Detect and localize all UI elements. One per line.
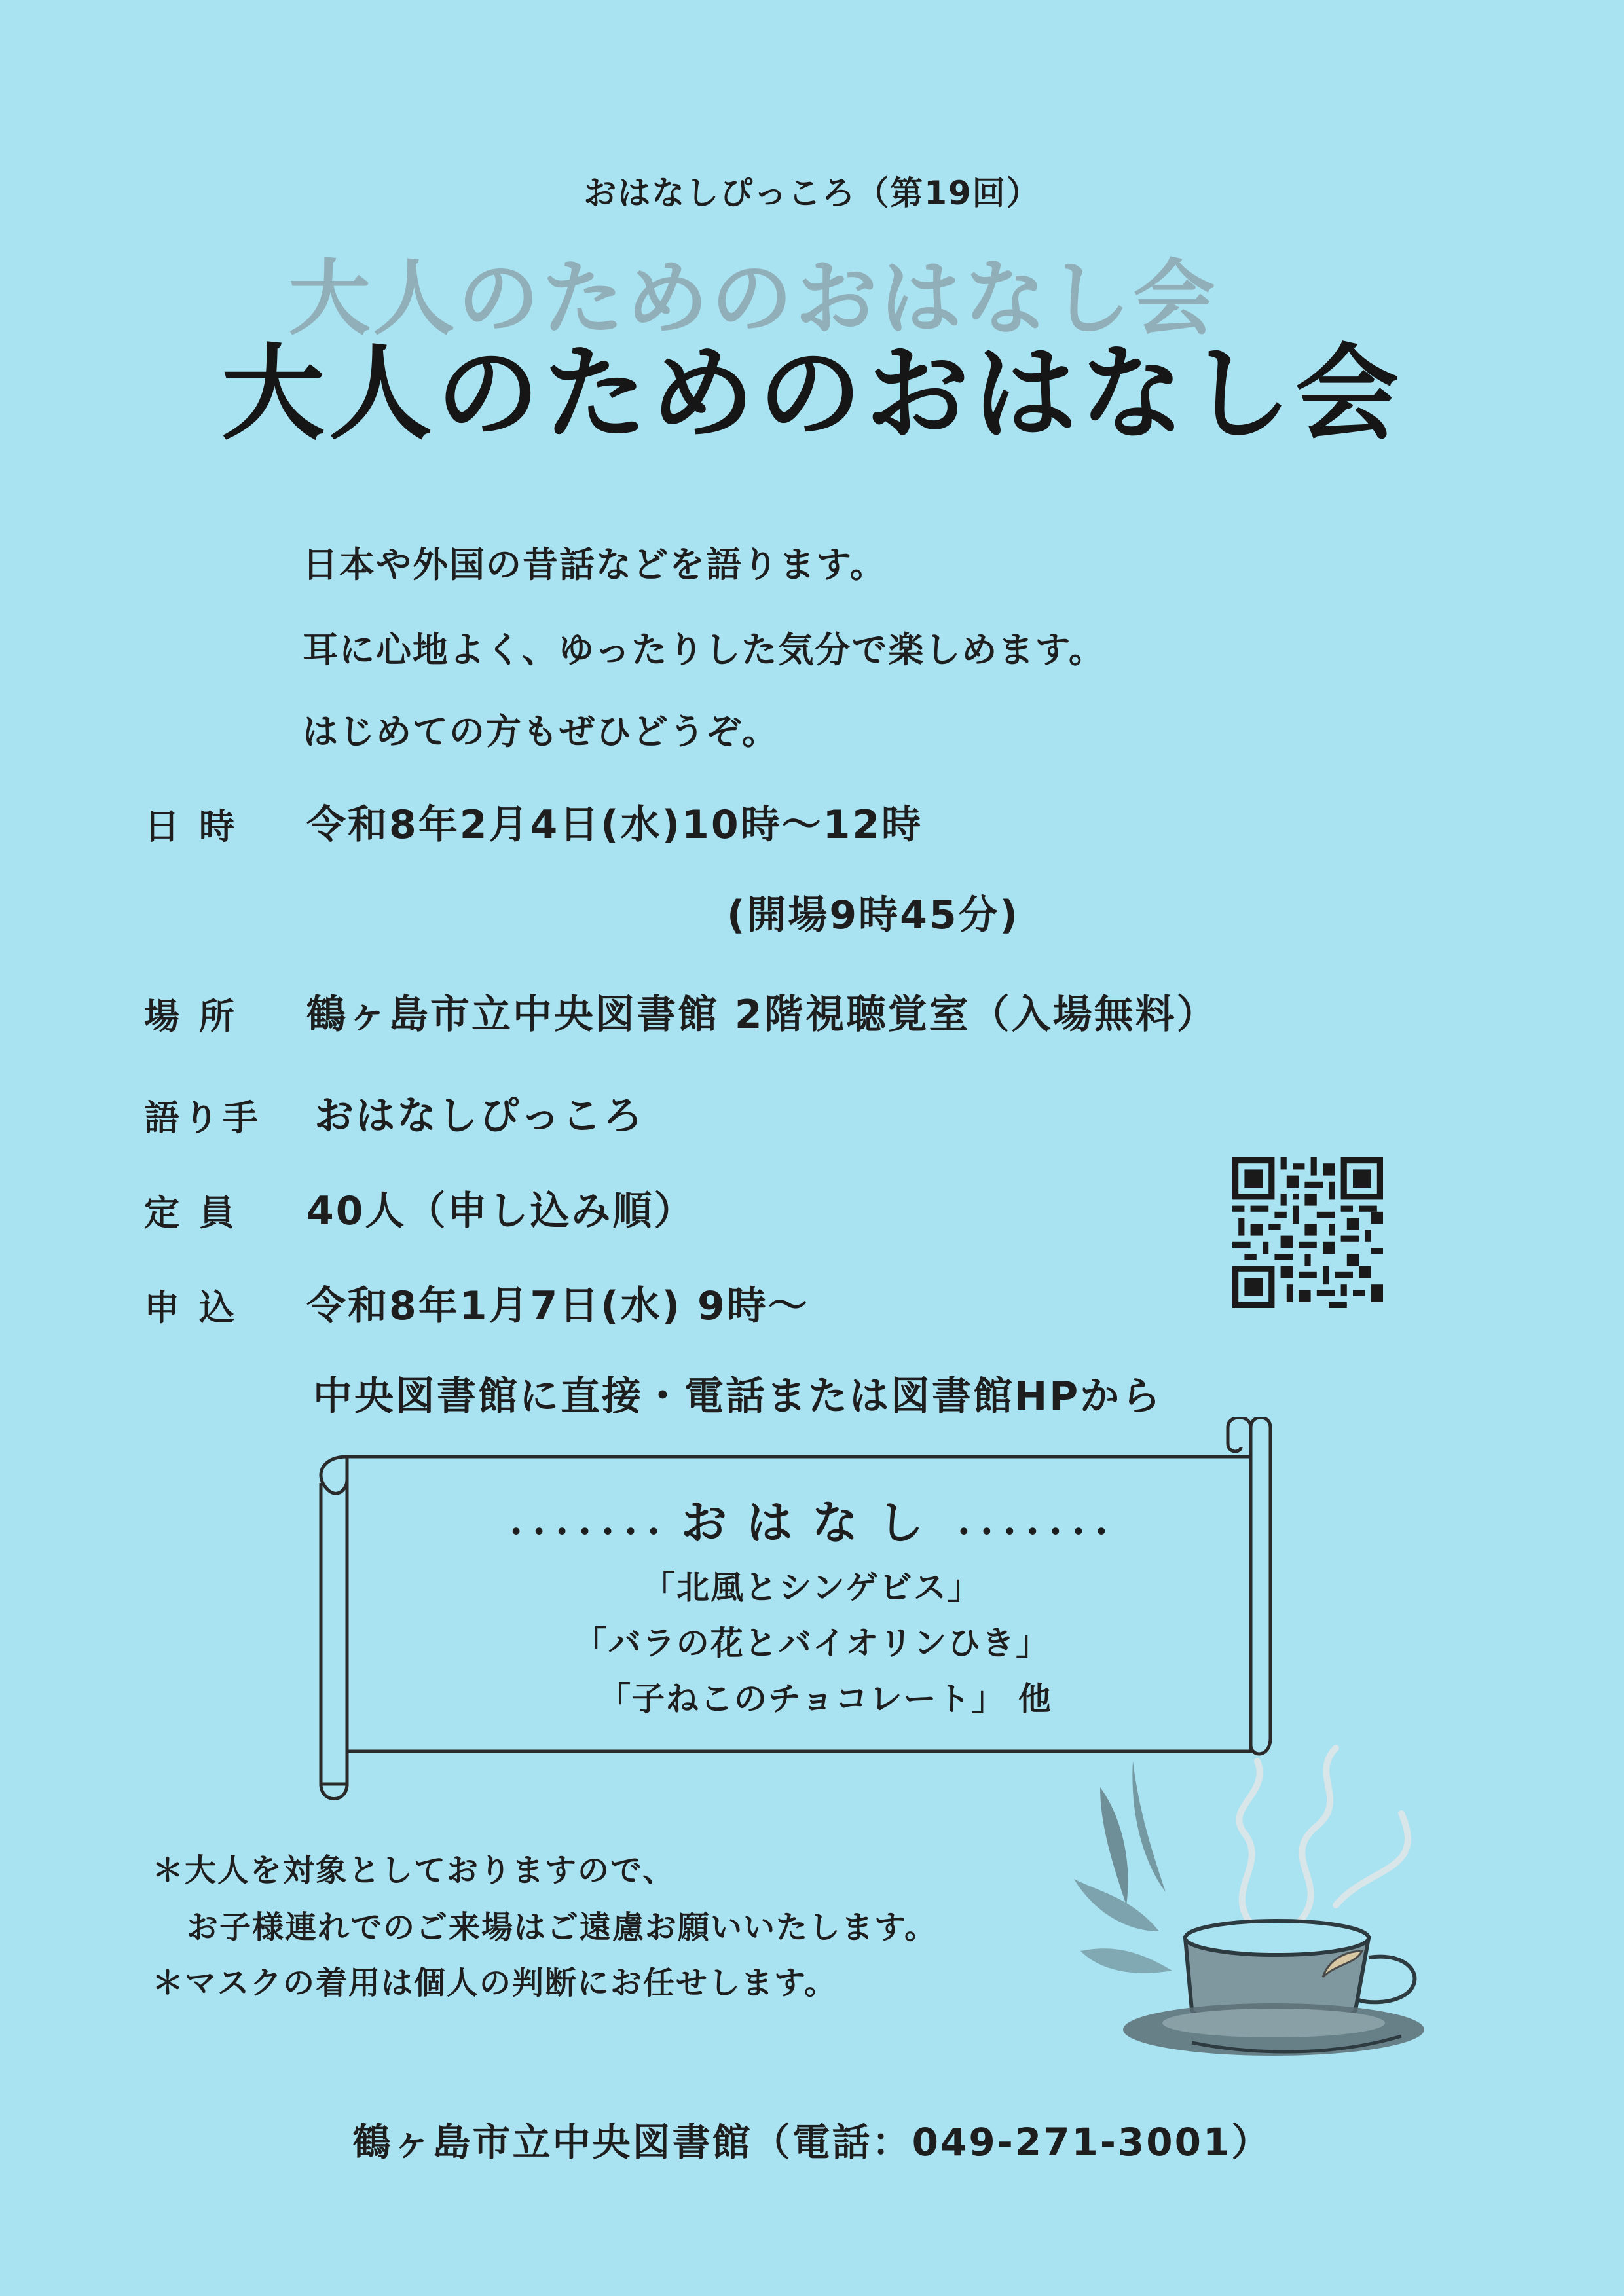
story-item: 「北風とシンゲビス」: [642, 1569, 982, 1607]
intro-line-1: 日本や外国の昔話などを語ります。: [303, 544, 887, 585]
dots-left: ･･･････: [507, 1513, 669, 1552]
story-item: 「バラの花とバイオリンひき」: [574, 1624, 1050, 1662]
datetime-value: 令和8年2月4日(水)10時～12時: [306, 802, 923, 848]
intro-line-3: はじめての方もぜひどうぞ。: [303, 711, 779, 752]
title-shadow: 大人のためのおはなし会: [288, 251, 1218, 346]
story-item: 「子ねこのチョコレート」 他: [598, 1680, 1052, 1718]
capacity-label: 定員: [144, 1192, 254, 1233]
series-title: おはなしぴっころ（第19回）: [583, 174, 1041, 212]
teacup-illustration: [1061, 1735, 1493, 2075]
stories-heading-row: [0, 1486, 1624, 1554]
dots-right: ･･･････: [955, 1513, 1116, 1552]
intro-line-2: 耳に心地よく、ゆったりした気分で楽しめます。: [303, 629, 1106, 670]
datetime-sub: (開場9時45分): [727, 892, 1020, 938]
place-value: 鶴ヶ島市立中央図書館 2階視聴覚室（入場無料）: [306, 992, 1218, 1038]
apply-label: 申込: [144, 1287, 254, 1328]
capacity-value: 40人（申し込み順）: [306, 1188, 695, 1234]
note-line-2: お子様連れでのご来場はご遠慮お願いいたします。: [187, 1909, 938, 1946]
teller-label: 語り手: [144, 1097, 262, 1139]
datetime-label: 日時: [144, 806, 254, 847]
qr-code[interactable]: [1232, 1157, 1383, 1308]
page-title: 大人のためのおはなし会: [221, 334, 1403, 454]
apply-method: 中央図書館に直接・電話または図書館HPから: [313, 1374, 1163, 1419]
apply-value: 令和8年1月7日(水) 9時～: [306, 1283, 809, 1329]
stories-heading: おはなし: [681, 1496, 943, 1550]
note-line-3: ＊マスクの着用は個人の判断にお任せします。: [152, 1965, 838, 2001]
note-line-1: ＊大人を対象としておりますので、: [152, 1852, 676, 1889]
place-label: 場所: [144, 996, 254, 1037]
footer-contact: 鶴ヶ島市立中央図書館（電話：049-271-3001）: [352, 2120, 1272, 2164]
teller-value: おはなしぴっころ: [314, 1093, 644, 1139]
